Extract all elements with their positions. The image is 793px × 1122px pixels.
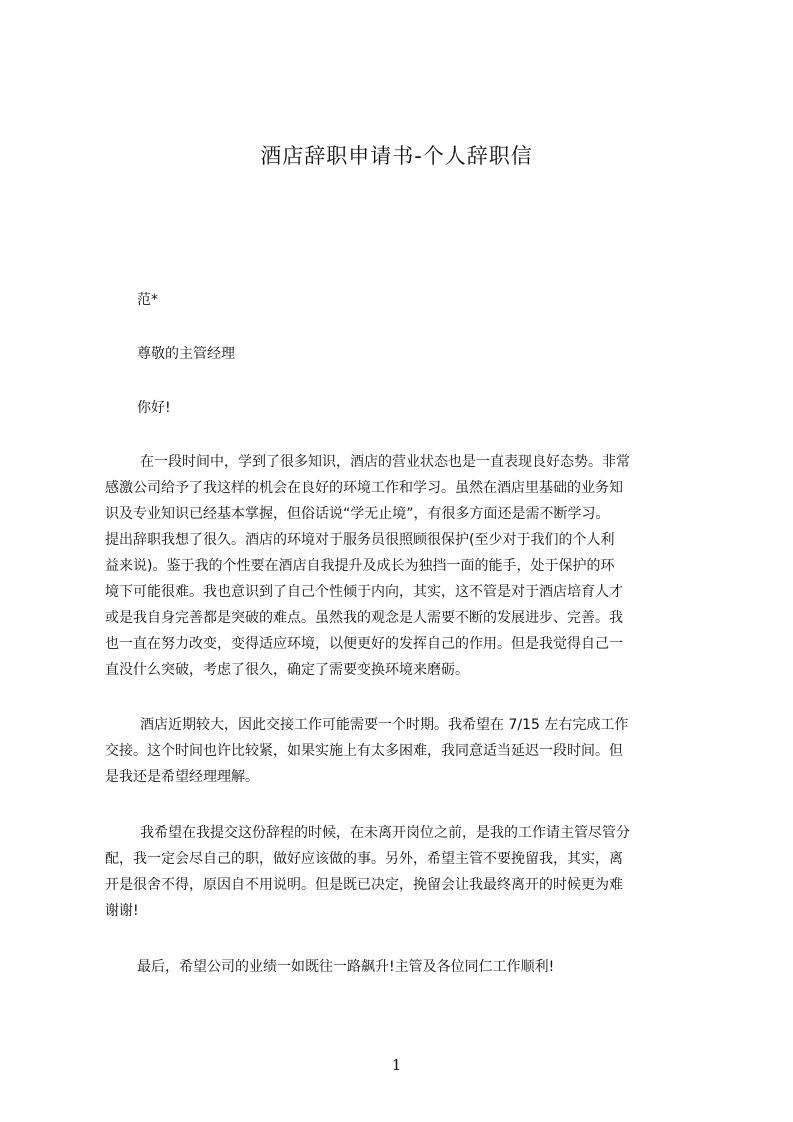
paragraph-1-line-2: 感激公司给予了我这样的机会在良好的环境工作和学习。虽然在酒店里基础的业务知: [105, 480, 623, 496]
paragraph-3-line-4: 谢谢!: [105, 903, 139, 919]
closing-line: 最后，希望公司的业绩一如既往一路飙升!主管及各位同仁工作顺利!: [137, 959, 555, 975]
paragraph-2-line-3: 是我还是希望经理理解。: [105, 769, 259, 785]
paragraph-1-line-6: 境下可能很难。我也意识到了自己个性倾于内向，其实，这不管是对于酒店培育人才: [105, 584, 623, 600]
paragraph-2-line-1: 酒店近期较大，因此交接工作可能需要一个时期。我希望在 7/15 左右完成工作: [140, 717, 629, 733]
salutation-line: 尊敬的主管经理: [137, 346, 235, 362]
paragraph-1-line-9: 直没什么突破，考虑了很久，确定了需要变换环境来磨砺。: [105, 662, 469, 678]
paragraph-1-line-7: 或是我自身完善都是突破的难点。虽然我的观念是人需要不断的发展进步、完善。我: [105, 610, 623, 626]
paragraph-3-line-3: 开是很舍不得，原因自不用说明。但是既已决定，挽留会让我最终离开的时候更为难: [105, 877, 623, 893]
paragraph-1-line-4: 提出辞职我想了很久。酒店的环境对于服务员很照顾很保护(至少对于我们的个人利: [105, 532, 615, 548]
greeting-line: 你好!: [137, 400, 171, 416]
paragraph-1-line-3: 识及专业知识已经基本掌握，但俗话说“学无止境”，有很多方面还是需不断学习。: [105, 506, 610, 522]
paragraph-1-line-8: 也一直在努力改变，变得适应环境，以便更好的发挥自己的作用。但是我觉得自己一: [105, 636, 623, 652]
document-title: 酒店辞职申请书-个人辞职信: [260, 144, 533, 168]
paragraph-3-line-1: 我希望在我提交这份辞程的时候，在未离开岗位之前，是我的工作请主管尽管分: [140, 825, 630, 841]
author-line: 范*: [137, 292, 158, 308]
paragraph-3-line-2: 配，我一定会尽自己的职，做好应该做的事。另外，希望主管不要挽留我，其实，离: [105, 851, 623, 867]
paragraph-2-line-2: 交接。这个时间也许比较紧，如果实施上有太多困难，我同意适当延迟一段时间。但: [105, 743, 623, 759]
paragraph-1-line-1: 在一段时间中，学到了很多知识，酒店的营业状态也是一直表现良好态势。非常: [140, 454, 630, 470]
paragraph-1-line-5: 益来说)。鉴于我的个性要在酒店自我提升及成长为独挡一面的能手，处于保护的环: [105, 558, 615, 574]
page-number: 1: [391, 1056, 402, 1074]
